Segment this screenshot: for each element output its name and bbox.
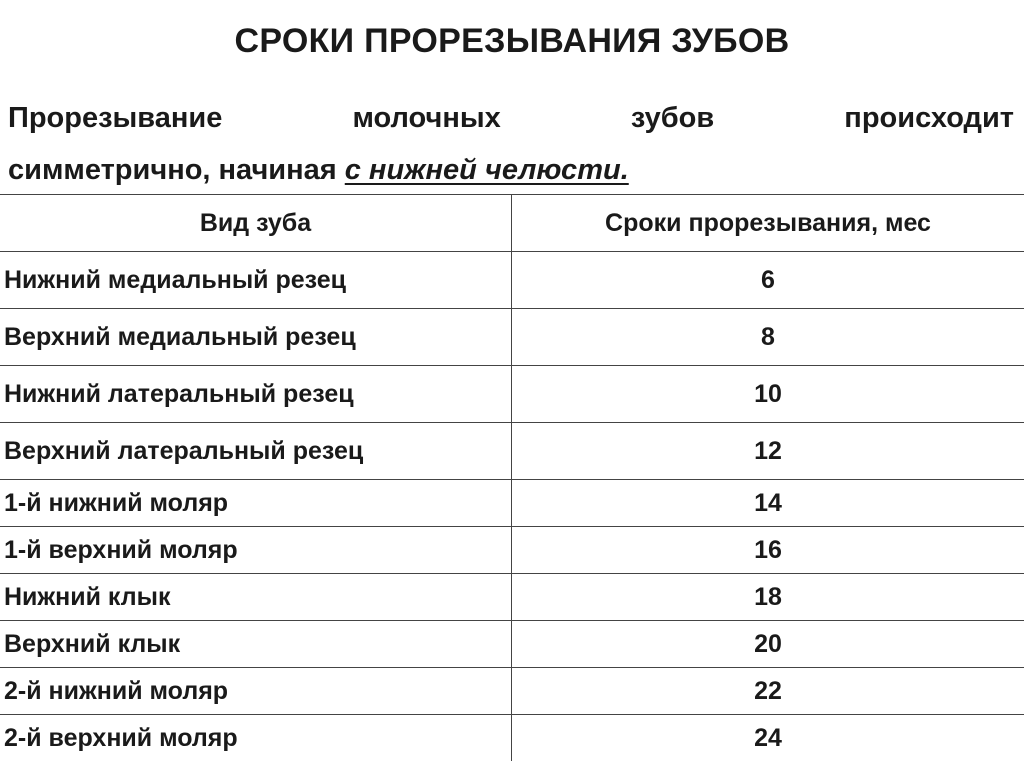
tooth-cell: Нижний латеральный резец — [0, 366, 512, 423]
intro-word: происходит — [844, 102, 1014, 134]
table-row — [0, 574, 1024, 621]
months-cell: 8 — [512, 309, 1024, 366]
tooth-cell: 1-й верхний моляр — [0, 527, 512, 574]
table-row — [0, 252, 1024, 309]
months-cell: 12 — [512, 423, 1024, 480]
months-cell: 22 — [512, 668, 1024, 715]
months-cell: 16 — [512, 527, 1024, 574]
page-title: СРОКИ ПРОРЕЗЫВАНИЯ ЗУБОВ — [234, 22, 790, 60]
months-cell: 6 — [512, 252, 1024, 309]
intro-emphasis: с нижней челюсти. — [344, 154, 629, 186]
table-row — [0, 715, 1024, 762]
months-cell: 20 — [512, 621, 1024, 668]
months-cell: 24 — [512, 715, 1024, 762]
tooth-cell: Верхний латеральный резец — [0, 423, 512, 480]
intro-word: молочных — [352, 102, 501, 134]
table-header-row — [0, 195, 1024, 252]
tooth-cell: Верхний медиальный резец — [0, 309, 512, 366]
months-cell: 18 — [512, 574, 1024, 621]
table-row — [0, 309, 1024, 366]
tooth-cell: Нижний медиальный резец — [0, 252, 512, 309]
intro-word: зубов — [630, 102, 715, 134]
tooth-cell: 2-й верхний моляр — [0, 715, 512, 762]
eruption-table — [0, 194, 1024, 761]
months-cell: 14 — [512, 480, 1024, 527]
header-tooth-type: Вид зуба — [0, 195, 512, 252]
table-row — [0, 366, 1024, 423]
tooth-cell: 1-й нижний моляр — [0, 480, 512, 527]
tooth-cell: Нижний клык — [0, 574, 512, 621]
intro-prefix: симметрично, начиная — [8, 154, 345, 186]
table-row — [0, 668, 1024, 715]
tooth-cell: 2-й нижний моляр — [0, 668, 512, 715]
table-row — [0, 621, 1024, 668]
intro-text — [8, 92, 1014, 196]
table-row — [0, 480, 1024, 527]
intro-line-1 — [8, 92, 1014, 144]
header-eruption-months: Сроки прорезывания, мес — [512, 195, 1024, 252]
months-cell: 10 — [512, 366, 1024, 423]
intro-line-2 — [8, 144, 1014, 196]
intro-word: Прорезывание — [8, 102, 223, 134]
tooth-cell: Верхний клык — [0, 621, 512, 668]
table-row — [0, 423, 1024, 480]
table-row — [0, 527, 1024, 574]
